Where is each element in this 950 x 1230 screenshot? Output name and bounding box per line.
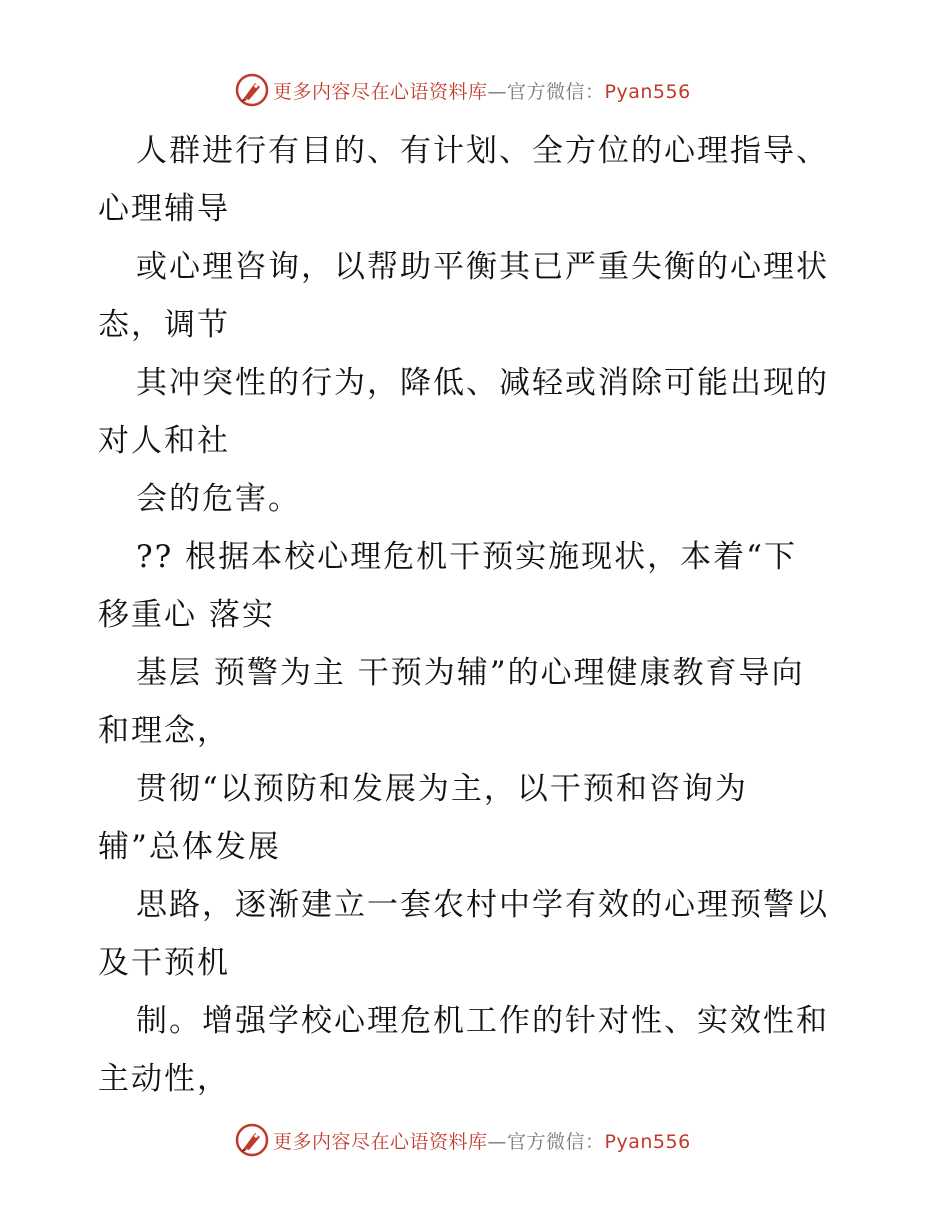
text-line: 基层 预警为主 干预为辅”的心理健康教育导向 (136, 655, 805, 691)
text-line: 会的危害。 (136, 481, 301, 517)
text-line: 其冲突性的行为，降低、减轻或消除可能出现的 (136, 365, 829, 401)
text-line: 心理辅导 (98, 191, 230, 227)
text-line: 制。增强学校心理危机工作的针对性、实效性和 (136, 1003, 829, 1039)
text-line: 态，调节 (98, 307, 230, 343)
banner-wechat-label: 官方微信： (507, 1130, 605, 1153)
banner-main-text: 更多内容尽在心语资料库 (273, 80, 488, 103)
text-line: ?? 根据本校心理危机干预实施现状，本着“下 (136, 539, 797, 575)
banner-wechat-label: 官方微信： (507, 80, 605, 103)
text-line: 辅”总体发展 (98, 829, 281, 865)
header-banner (235, 72, 691, 108)
footer-banner (235, 1122, 691, 1158)
text-line: 对人和社 (98, 423, 230, 459)
text-line: 及干预机 (98, 945, 230, 981)
pen-nib-logo-icon (235, 73, 269, 107)
banner-main-text: 更多内容尽在心语资料库 (273, 1130, 488, 1153)
banner-separator: — (487, 1130, 508, 1153)
text-line: 或心理咨询，以帮助平衡其已严重失衡的心理状 (136, 249, 829, 285)
document-body (98, 122, 868, 1108)
text-line: 贯彻“以预防和发展为主，以干预和咨询为 (136, 771, 748, 807)
banner-account: Pyan556 (604, 1130, 691, 1153)
text-line: 和理念， (98, 713, 230, 749)
banner-separator: — (487, 80, 508, 103)
text-line: 人群进行有目的、有计划、全方位的心理指导、 (136, 133, 829, 169)
text-line: 思路，逐渐建立一套农村中学有效的心理预警以 (136, 887, 829, 923)
text-line: 移重心 落实 (98, 597, 275, 633)
pen-nib-logo-icon (235, 1123, 269, 1157)
text-line: 主动性， (98, 1061, 230, 1097)
banner-account: Pyan556 (604, 80, 691, 103)
